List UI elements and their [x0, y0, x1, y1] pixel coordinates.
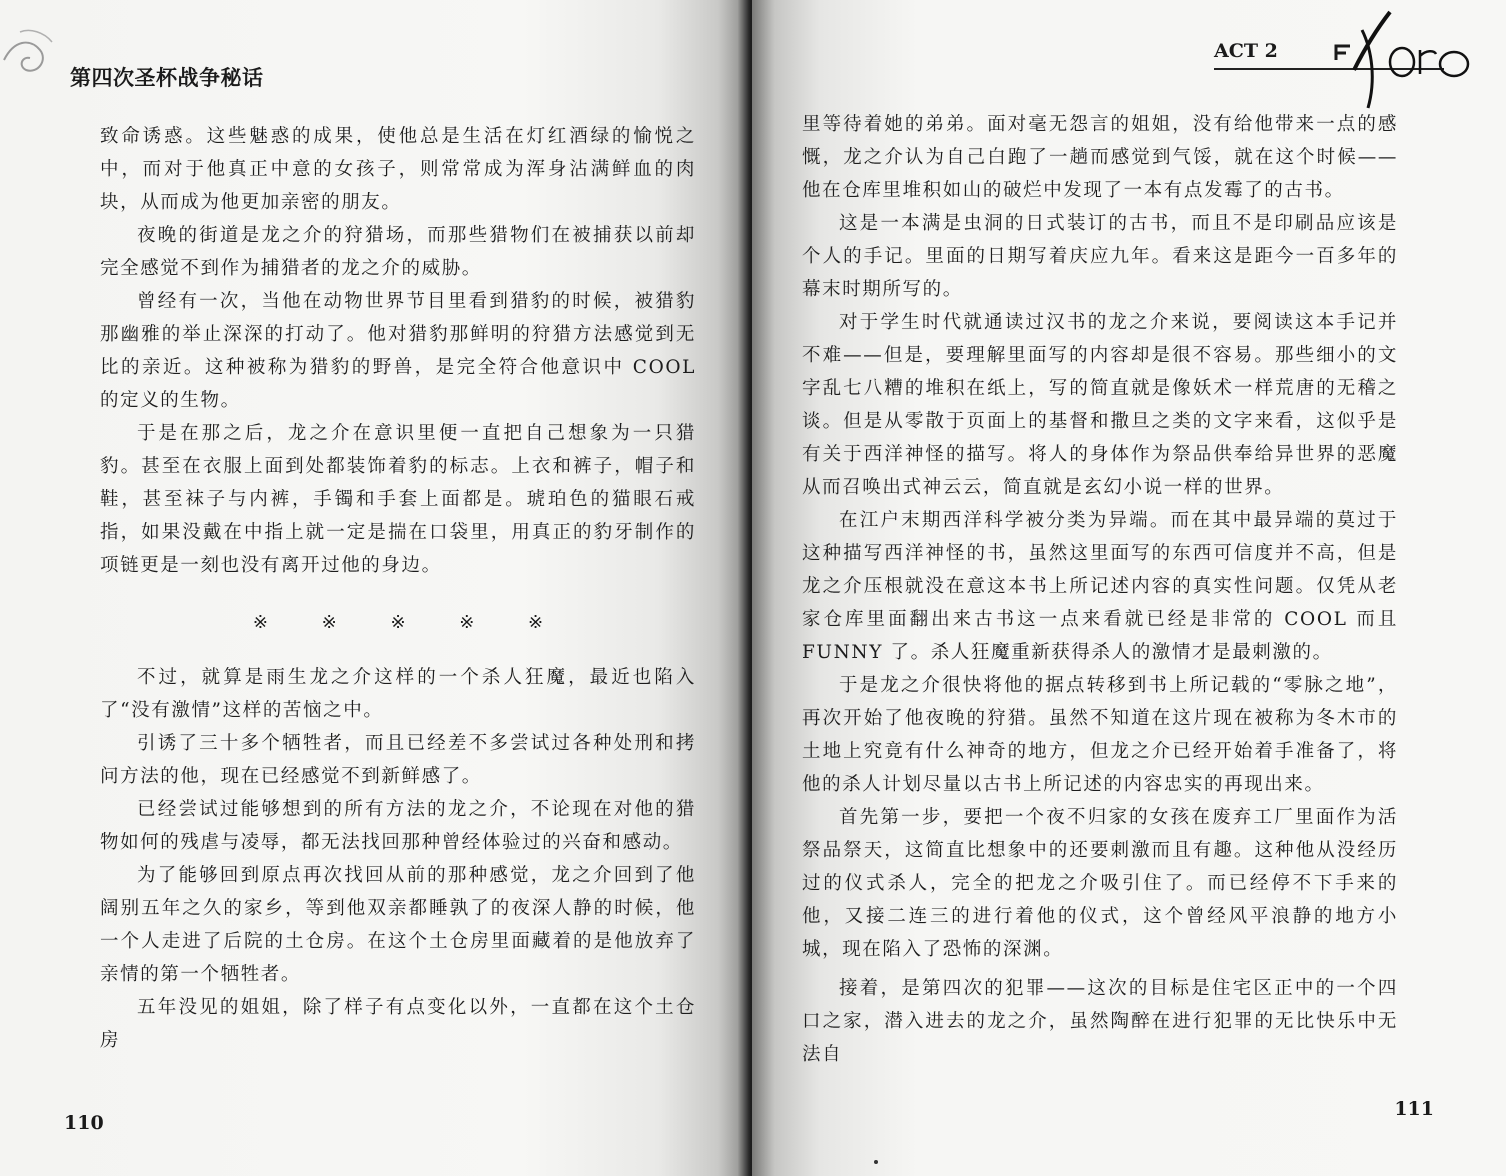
paragraph: 已经尝试过能够想到的所有方法的龙之介，不论现在对他的猎物如何的残虐与凌辱，都无法找回那种曾经体验过的兴奋和感动。	[100, 799, 696, 853]
paragraph: 夜晚的街道是龙之介的狩猎场，而那些猎物们在被捕获以前却完全感觉不到作为捕猎者的龙之介的威胁。	[100, 225, 696, 279]
fate-zero-logo-icon	[1316, 10, 1486, 110]
page-number: 110	[64, 1112, 104, 1134]
left-page	[0, 0, 748, 1176]
dust-speck	[874, 1160, 878, 1164]
section-separator: ※ ※ ※ ※ ※	[252, 612, 568, 633]
left-body-text	[100, 120, 696, 1057]
paragraph: 为了能够回到原点再次找回从前的那种感觉，龙之介回到了他阔别五年之久的家乡，等到他双亲都睡孰了的夜深人静的时候，他一个人走进了后院的土仓房。在这个土仓房里面藏着的是他放弃了亲情的第一个牺牲者。	[100, 865, 696, 985]
running-header: 第四次圣杯战争秘话	[70, 66, 264, 90]
decorative-swirl-icon	[0, 20, 64, 90]
paragraph: 首先第一步，要把一个夜不归家的女孩在废弃工厂里面作为活祭品祭天，这简直比想象中的还要刺激而且有趣。这种他从没经历过的仪式杀人，完全的把龙之介吸引住了。而已经停不下手来的他，又接二连三的进行着他的仪式，这个曾经风平浪静的地方小城，现在陷入了恐怖的深渊。	[802, 807, 1398, 960]
paragraph: 这是一本满是虫洞的日式装订的古书，而且不是印刷品应该是个人的手记。里面的日期写着庆应九年。看来这是距今一百多年的幕末时期所写的。	[802, 213, 1398, 300]
paragraph: 曾经有一次，当他在动物世界节目里看到猎豹的时候，被猎豹那幽雅的举止深深的打动了。他对猎豹那鲜明的狩猎方法感觉到无比的亲近。这种被称为猎豹的野兽，是完全符合他意识中 COOL 的定义的生物。	[100, 291, 696, 411]
paragraph: 接着，是第四次的犯罪——这次的目标是住宅区正中的一个四口之家，潜入进去的龙之介，虽然陶醉在进行犯罪的无比快乐中无法自	[802, 978, 1398, 1065]
paragraph: 五年没见的姐姐，除了样子有点变化以外，一直都在这个土仓房	[100, 997, 696, 1051]
right-header	[1206, 10, 1486, 100]
page-number: 111	[1394, 1098, 1434, 1120]
paragraph: 对于学生时代就通读过汉书的龙之介来说，要阅读这本手记并不难——但是，要理解里面写的内容却是很不容易。那些细小的文字乱七八糟的堆积在纸上，写的简直就是像妖术一样荒唐的无稽之谈。但是从零散于页面上的基督和撒旦之类的文字来看，这似乎是有关于西洋神怪的描写。将人的身体作为祭品供奉给异世界的恶魔从而召唤出式神云云，简直就是玄幻小说一样的世界。	[802, 312, 1398, 498]
paragraph: 里等待着她的弟弟。面对毫无怨言的姐姐，没有给他带来一点的感慨，龙之介认为自己白跑了一趟而感觉到气馁，就在这个时候——他在仓库里堆积如山的破烂中发现了一本有点发霉了的古书。	[802, 114, 1398, 201]
paragraph: 于是龙之介很快将他的据点转移到书上所记载的“零脉之地”，再次开始了他夜晚的狩猎。虽然不知道在这片现在被称为冬木市的土地上究竟有什么神奇的地方，但龙之介已经开始着手准备了，将他的杀人计划尽量以古书上所记述的内容忠实的再现出来。	[802, 675, 1398, 795]
paragraph: 引诱了三十多个牺牲者，而且已经差不多尝试过各种处刑和拷问方法的他，现在已经感觉不到新鲜感了。	[100, 733, 696, 787]
paragraph: 在江户末期西洋科学被分类为异端。而在其中最异端的莫过于这种描写西洋神怪的书，虽然这里面写的东西可信度并不高，但是龙之介压根就没在意这本书上所记述内容的真实性问题。仅凭从老家仓库里面翻出来古书这一点来看就已经是非常的 COOL 而且 FUNNY 了。杀人狂魔重新获得杀人的激情才是最刺激的。	[802, 510, 1398, 663]
act-label: ACT 2	[1214, 40, 1278, 62]
right-body-text	[802, 108, 1398, 1071]
paragraph: 不过，就算是雨生龙之介这样的一个杀人狂魔，最近也陷入了“没有激情”这样的苦恼之中。	[100, 667, 696, 721]
right-page	[752, 0, 1506, 1176]
paragraph: 致命诱惑。这些魅惑的成果，使他总是生活在灯红酒绿的愉悦之中，而对于他真正中意的女孩子，则常常成为浑身沾满鲜血的肉块，从而成为他更加亲密的朋友。	[100, 126, 696, 213]
paragraph: 于是在那之后，龙之介在意识里便一直把自己想象为一只猎豹。甚至在衣服上面到处都装饰着豹的标志。上衣和裤子，帽子和鞋，甚至袜子与内裤，手镯和手套上面都是。琥珀色的猫眼石戒指，如果没戴在中指上就一定是揣在口袋里，用真正的豹牙制作的项链更是一刻也没有离开过他的身边。	[100, 423, 696, 576]
